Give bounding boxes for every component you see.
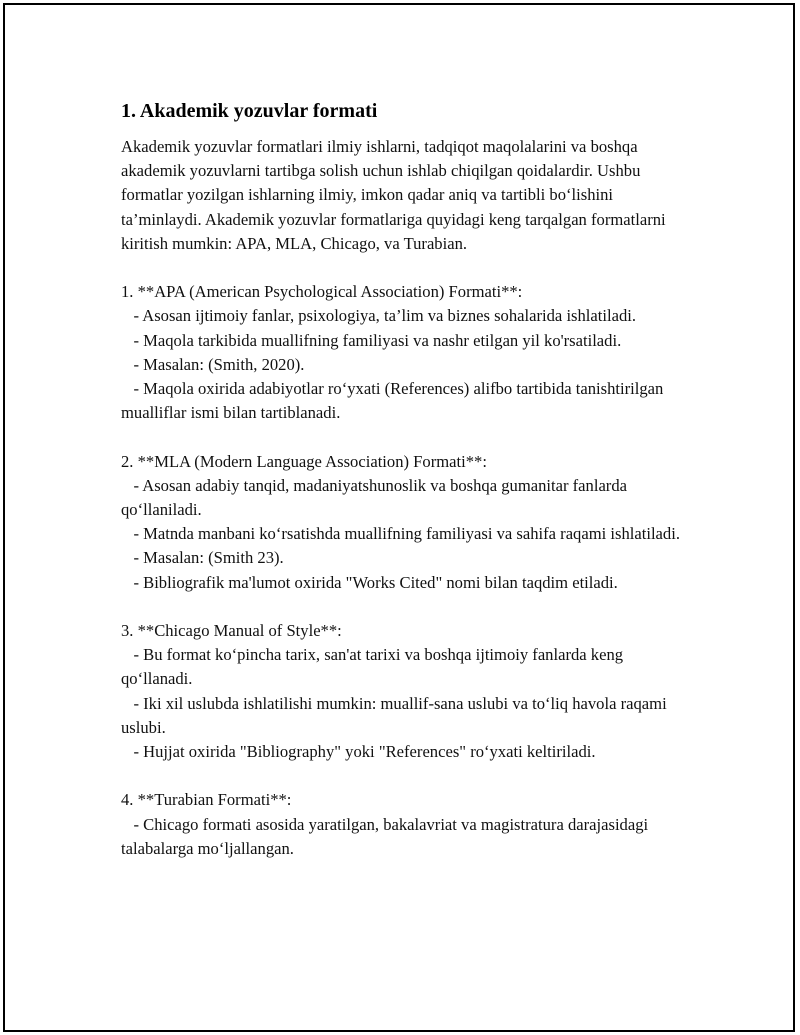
section-mla xyxy=(121,450,693,595)
paragraph-gap xyxy=(121,256,693,280)
paragraph-gap xyxy=(121,425,693,449)
list-item: - Iki xil uslubda ishlatilishi mumkin: muallif-sana uslubi va to‘liq havola raqami uslubi. xyxy=(121,693,671,737)
list-item: - Masalan: (Smith, 2020). xyxy=(121,354,305,374)
section-turabian xyxy=(121,788,693,861)
list-item: - Masalan: (Smith 23). xyxy=(121,548,284,568)
section-heading: 3. **Chicago Manual of Style**: xyxy=(121,621,342,641)
list-item: - Asosan ijtimoiy fanlar, psixologiya, ta’lim va biznes sohalarida ishlatiladi. xyxy=(121,306,637,326)
list-item: - Asosan adabiy tanqid, madaniyatshunoslik va boshqa gumanitar fanlarda qo‘llaniladi. xyxy=(121,475,632,520)
section-apa xyxy=(121,280,693,425)
section-heading: 2. **MLA (Modern Language Association) Formati**: xyxy=(121,451,487,471)
list-item: - Matnda manbani ko‘rsatishda muallifning familiyasi va sahifa raqami ishlatiladi. xyxy=(121,524,680,544)
section-heading: 1. **APA (American Psychological Association) Formati**: xyxy=(121,282,523,302)
list-item: - Hujjat oxirida "Bibliography" yoki "References" ro‘yxati keltiriladi. xyxy=(121,742,596,762)
section-heading: 4. **Turabian Formati**: xyxy=(121,790,292,810)
page-title: 1. Akademik yozuvlar formati xyxy=(121,100,378,122)
list-item: - Maqola tarkibida muallifning familiyasi va nashr etilgan yil ko'rsatiladi. xyxy=(121,330,622,350)
document-body xyxy=(121,97,693,861)
paragraph-gap xyxy=(121,595,693,619)
list-item: - Bibliografik ma'lumot oxirida "Works Cited" nomi bilan taqdim etiladi. xyxy=(121,572,618,592)
intro-paragraph: Akademik yozuvlar formatlari ilmiy ishlarni, tadqiqot maqolalarini va boshqa akademik yozuvlarni tartibga solish uchun ishlab chiqilgan qoidalardir. Ushbu formatlar yozilgan ishlarning ilmiy, imkon qadar aniq va tartibli bo‘lishini ta’minlaydi. Akademik yozuvlar formatlariga quyidagi keng tarqalgan formatlarni kiritish mumkin: APA, MLA, Chicago, va Turabian. xyxy=(121,137,666,253)
list-item: - Chicago formati asosida yaratilgan, bakalavriat va magistratura darajasidagi talabalarga mo‘ljallangan. xyxy=(121,814,653,858)
list-item: - Maqola oxirida adabiyotlar ro‘yxati (References) alifbo tartibida tanishtirilgan mualliflar ismi bilan tartiblanadi. xyxy=(121,379,668,423)
paragraph-gap xyxy=(121,764,693,788)
section-chicago xyxy=(121,619,693,764)
page-frame xyxy=(3,3,795,1032)
list-item: - Bu format ko‘pincha tarix, san'at tarixi va boshqa ijtimoiy fanlarda keng qo‘llanadi. xyxy=(121,645,628,689)
